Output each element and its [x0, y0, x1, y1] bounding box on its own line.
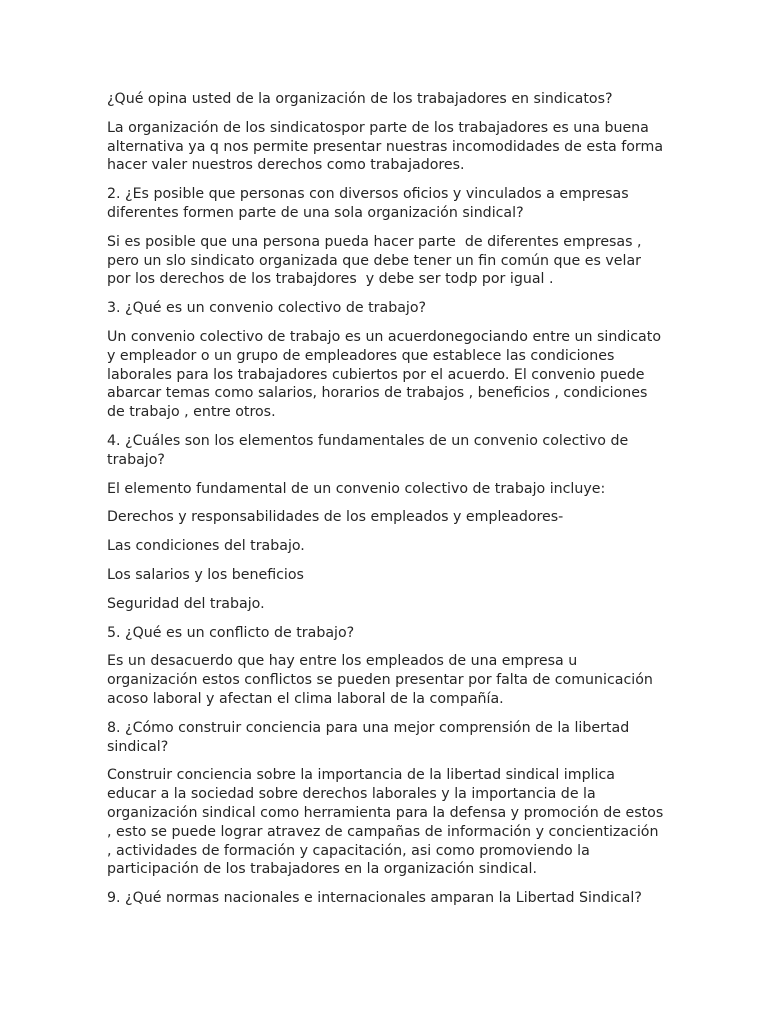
answer-intro: La organización de los sindicatospor parte de los trabajadores es una buena alternativa ya q nos permite presentar nuestras incomodidades de esta forma hacer valer nuestros derechos como trabajadores.: [107, 119, 668, 174]
question-5: 5. ¿Qué es un conflicto de trabajo?: [107, 624, 355, 641]
question-9: 9. ¿Qué normas nacionales e internacionales amparan la Libertad Sindical?: [107, 890, 642, 907]
question-8: 8. ¿Cómo construir conciencia para una mejor comprensión de la libertad sindical?: [107, 719, 634, 755]
answer-3: Un convenio colectivo de trabajo es un acuerdonegociando entre un sindicato y empleador o un grupo de empleadores que establece las condiciones laborales para los trabajadores cubiertos por el acuerdo. El convenio puede abarcar temas como salarios, horarios de trabajos , beneficios , condiciones de trabajo , entre otros.: [107, 328, 666, 421]
question-3: 3. ¿Qué es un convenio colectivo de trabajo?: [107, 300, 427, 317]
question-intro: ¿Qué opina usted de la organización de los trabajadores en sindicatos?: [107, 91, 613, 107]
answer-4-item-2: Las condiciones del trabajo.: [107, 538, 305, 555]
question-4: 4. ¿Cuáles son los elementos fundamentales de un convenio colectivo de trabajo?: [107, 432, 633, 468]
answer-8: Construir conciencia sobre la importancia de la libertad sindical implica educar a la sociedad sobre derechos laborales y la importancia de la organización sindical como herramienta para la defensa y promoción de estos , esto se puede lograr atravez de campañas de información y concientización , actividades de formación y capacitación, asi como promoviendo la participación de los trabajadores en la organización sindical.: [107, 767, 668, 878]
answer-4-item-1: Derechos y responsabilidades de los empleados y empleadores-: [107, 509, 564, 526]
question-2: 2. ¿Es posible que personas con diversos oficios y vinculados a empresas diferentes formen parte de una sola organización sindical?: [107, 186, 634, 221]
answer-4-intro: El elemento fundamental de un convenio colectivo de trabajo incluye:: [107, 480, 606, 497]
answer-4-item-4: Seguridad del trabajo.: [107, 595, 265, 612]
document-body: [107, 90, 667, 918]
answer-4-item-3: Los salarios y los beneficios: [107, 566, 304, 583]
answer-2: Si es posible que una persona pueda hacer parte de diferentes empresas , pero un slo sindicato organizada que debe tener un fin común que es velar por los derechos de los trabajdores y debe ser todp por igual .: [107, 233, 647, 288]
answer-5: Es un desacuerdo que hay entre los empleados de una empresa u organización estos conflictos se pueden presentar por falta de comunicación acoso laboral y afectan el clima laboral de la compañía.: [107, 653, 658, 707]
